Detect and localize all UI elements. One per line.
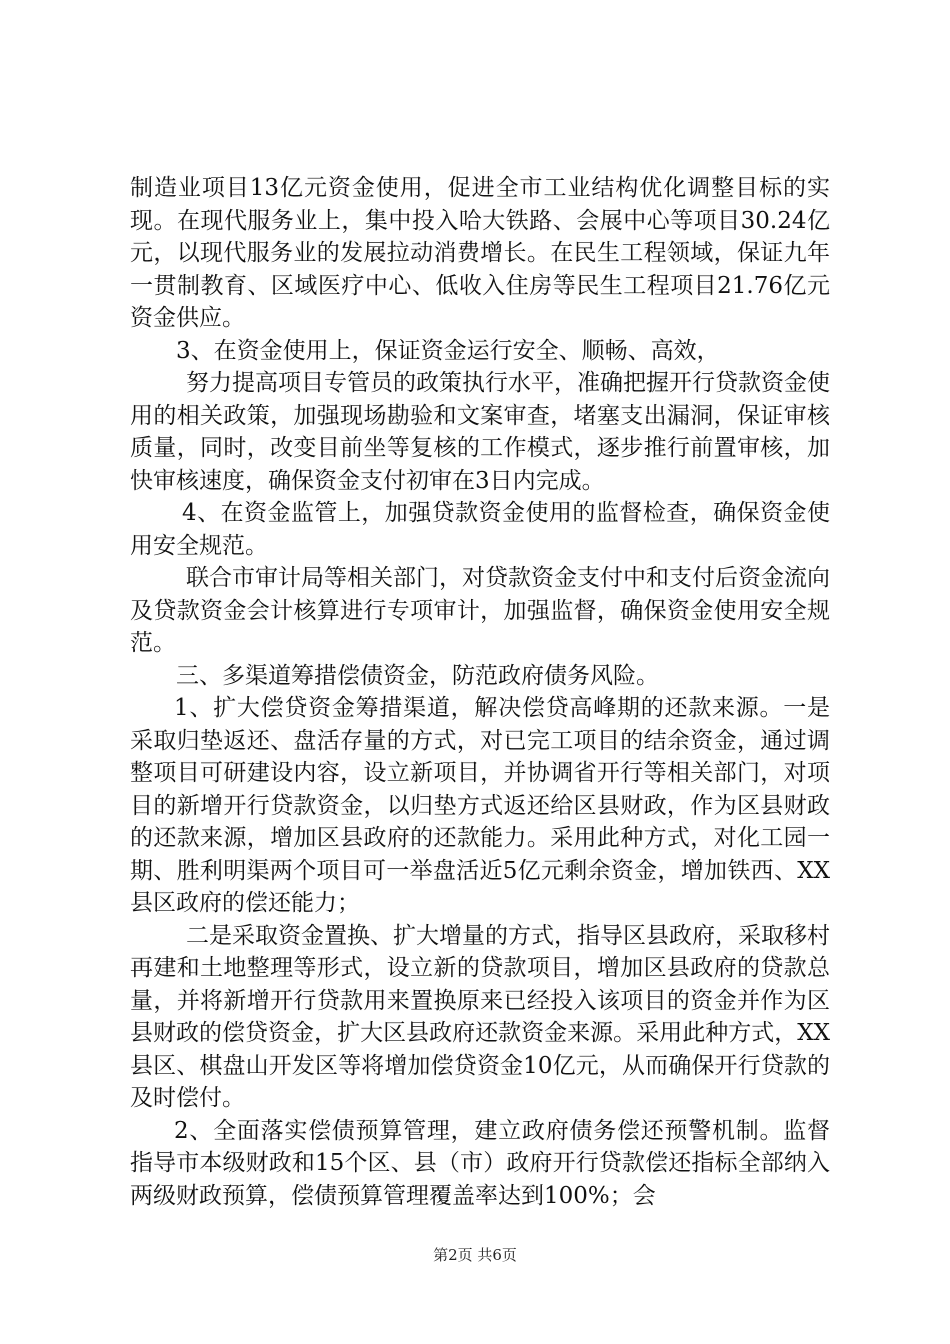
- paragraph-5: 联合市审计局等相关部门，对贷款资金支付中和支付后资金流向及贷款资金会计核算进行专项审计，加强监督，确保资金使用安全规范。: [130, 565, 830, 656]
- document-body: [130, 172, 830, 1212]
- page-number-footer: 第2页 共6页: [433, 1246, 517, 1264]
- paragraph-9: 2、全面落实偿债预算管理，建立政府债务偿还预警机制。监督指导市本级财政和15个区、县（市）政府开行贷款偿还指标全部纳入两级财政预算，偿债预算管理覆盖率达到100%；会: [130, 1117, 830, 1209]
- paragraph-8: 二是采取资金置换、扩大增量的方式，指导区县政府，采取移村再建和土地整理等形式，设立新的贷款项目，增加区县政府的贷款总量，并将新增开行贷款用来置换原来已经投入该项目的资金并作为区县财政的偿贷资金，扩大区县政府还款资金来源。采用此种方式，XX县区、棋盘山开发区等将增加偿贷资金10亿元，从而确保开行贷款的及时偿付。: [130, 922, 830, 1111]
- paragraph-7: 1、扩大偿贷资金筹措渠道，解决偿贷高峰期的还款来源。一是采取归垫返还、盘活存量的方式，对已完工项目的结余资金，通过调整项目可研建设内容，设立新项目，并协调省开行等相关部门，对项目的新增开行贷款资金，以归垫方式返还给区县财政，作为区县财政的还款来源，增加区县政府的还款能力。采用此种方式，对化工园一期、胜利明渠两个项目可一举盘活近5亿元剩余资金，增加铁西、XX县区政府的偿还能力；: [130, 695, 830, 916]
- paragraph-4: 4、在资金监管上，加强贷款资金使用的监督检查，确保资金使用安全规范。: [130, 500, 830, 559]
- paragraph-2: 3、在资金使用上，保证资金运行安全、顺畅、高效，: [176, 337, 720, 364]
- paragraph-3: 努力提高项目专管员的政策执行水平，准确把握开行贷款资金使用的相关政策，加强现场勘验和文案审查，堵塞支出漏洞，保证审核质量，同时，改变目前坐等复核的工作模式，逐步推行前置审核，加快审核速度，确保资金支付初审在3日内完成。: [130, 370, 830, 494]
- paragraph-6: 三、多渠道筹措偿债资金，防范政府债务风险。: [176, 662, 659, 689]
- paragraph-1: 制造业项目13亿元资金使用，促进全市工业结构优化调整目标的实现。在现代服务业上，集中投入哈大铁路、会展中心等项目30.24亿元，以现代服务业的发展拉动消费增长。在民生工程领域，保证九年一贯制教育、区域医疗中心、低收入住房等民生工程项目21.76亿元资金供应。: [130, 175, 830, 331]
